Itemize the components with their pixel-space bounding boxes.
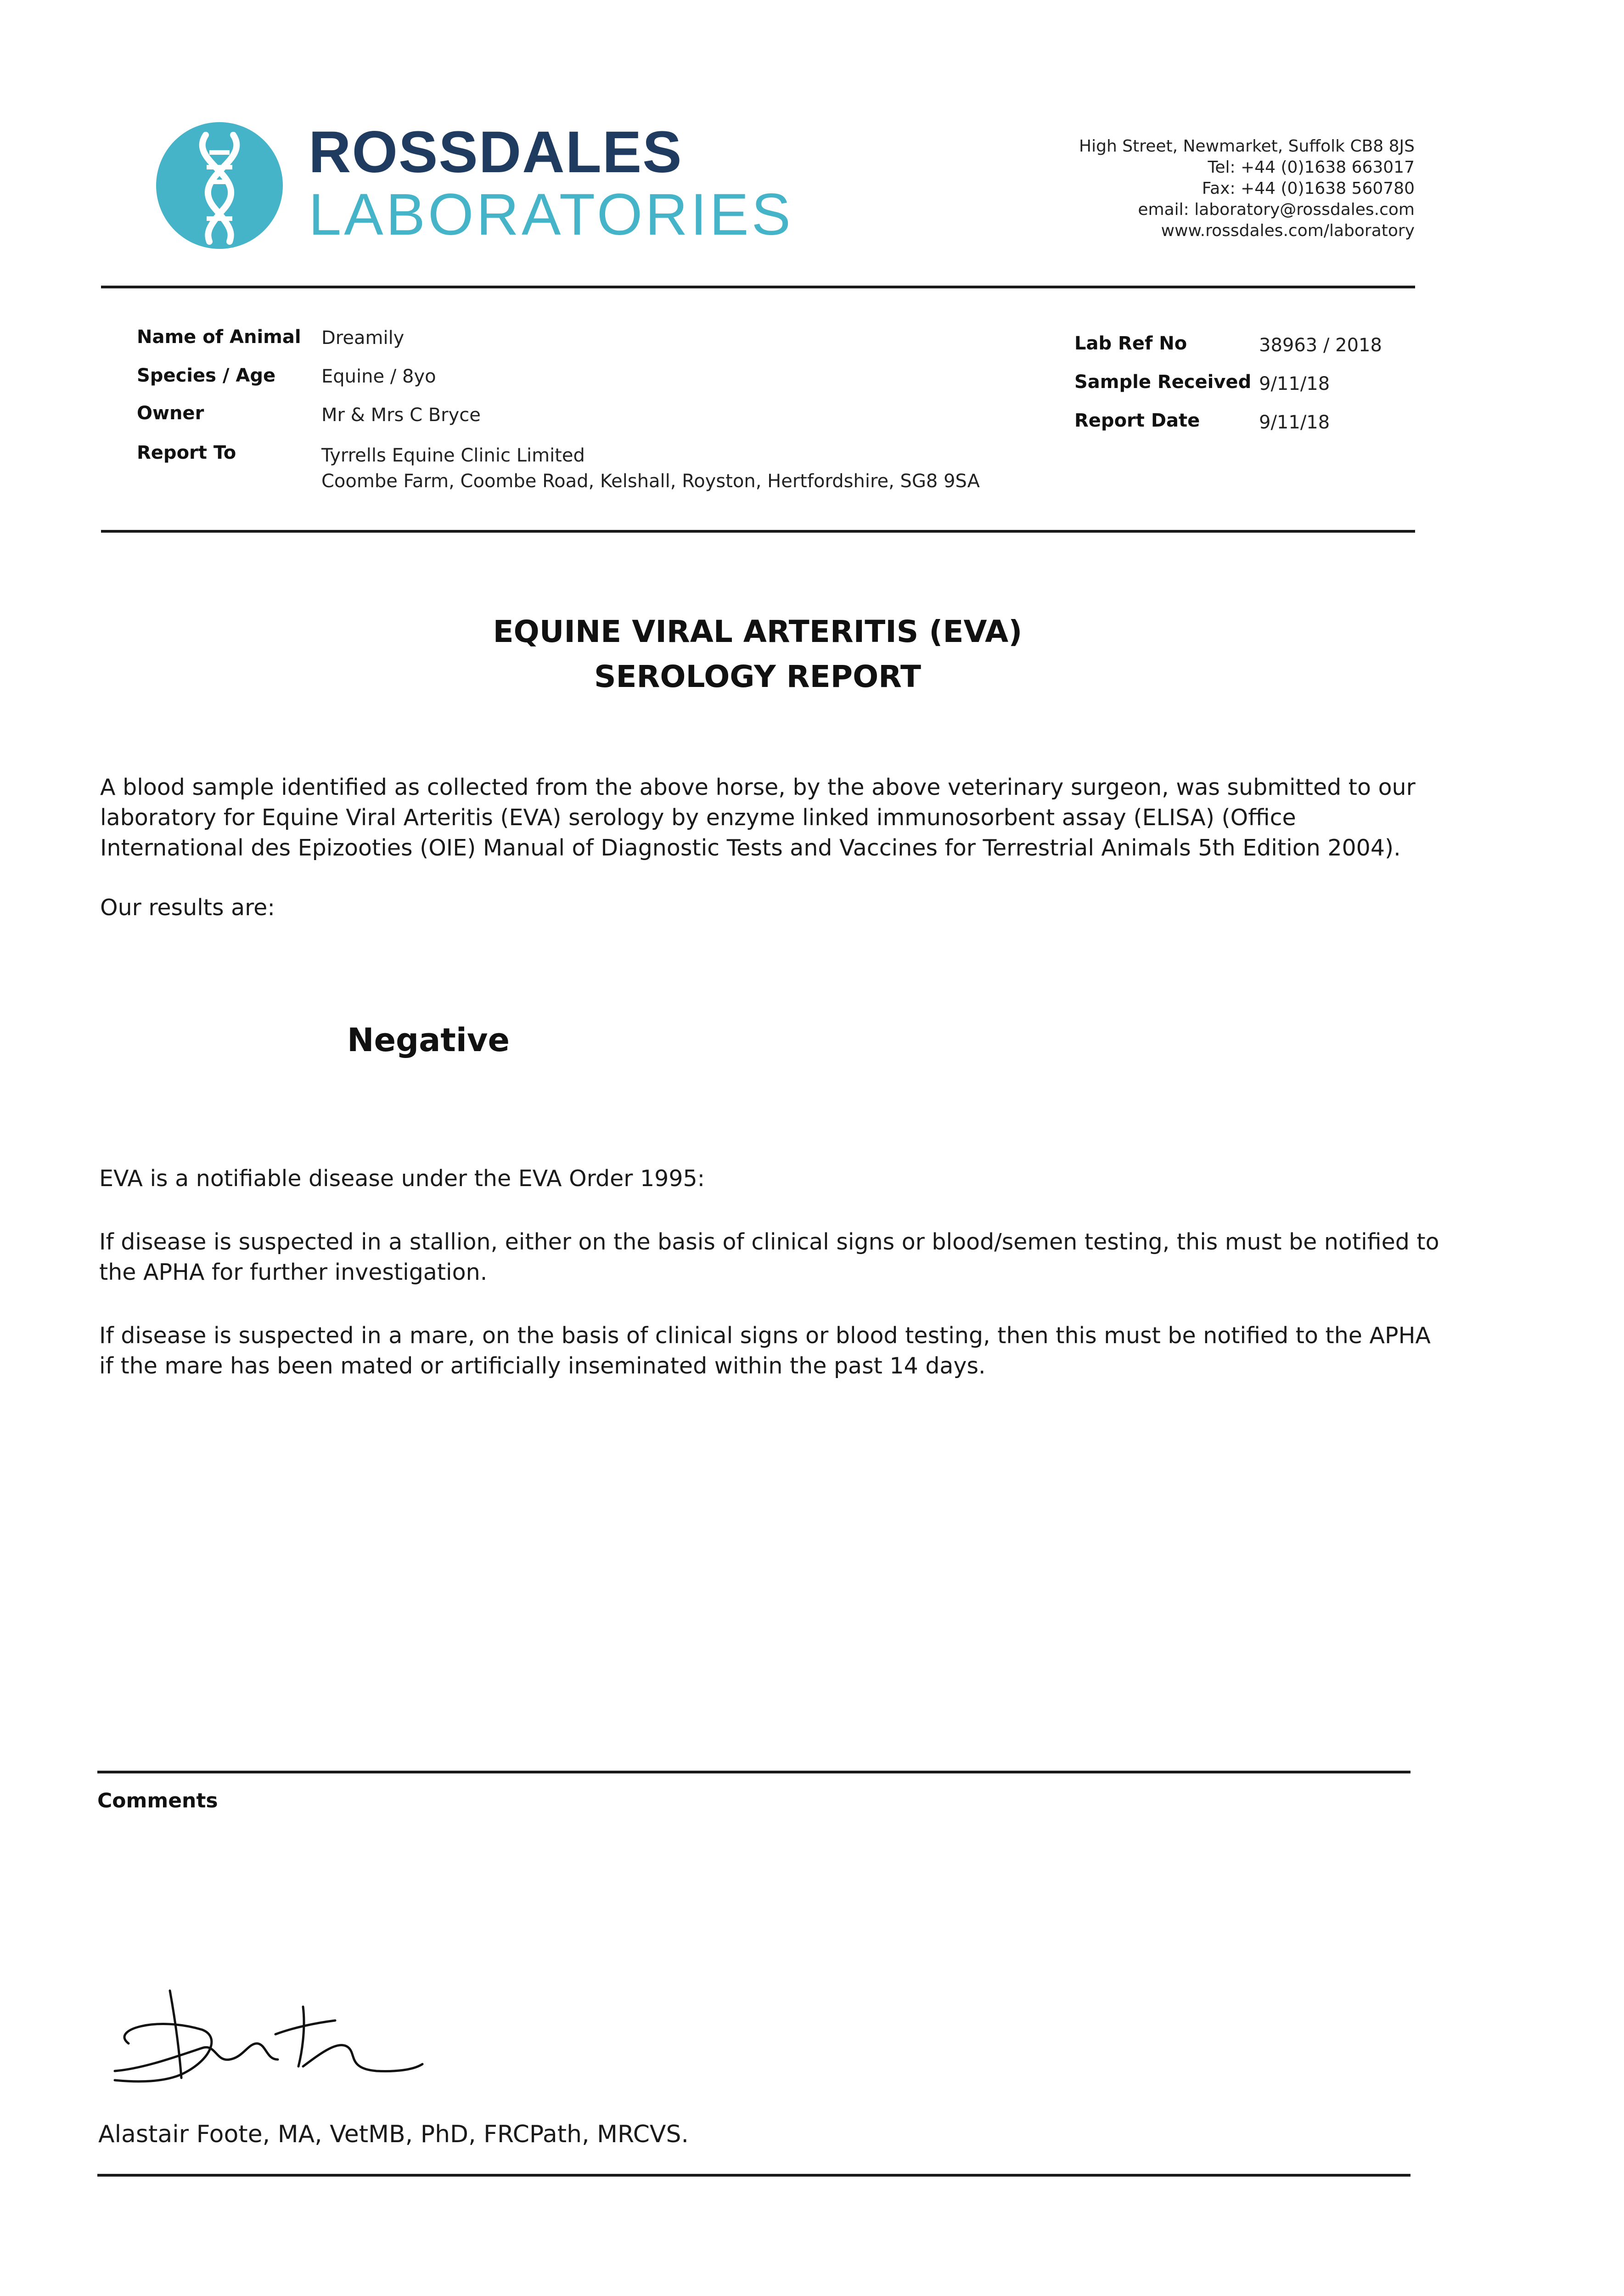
- brand-subname: LABORATORIES: [309, 182, 793, 248]
- report-to-address: Coombe Farm, Coombe Road, Kelshall, Royston, Hertfordshire, SG8 9SA: [321, 471, 980, 492]
- sample-received-label: Sample Received: [1074, 371, 1252, 393]
- mare-paragraph: [99, 1321, 1431, 1381]
- report-title-line2: SEROLOGY REPORT: [594, 659, 922, 694]
- species-age-value: Equine / 8yo: [321, 366, 436, 387]
- report-date-value: 9/11/18: [1259, 412, 1330, 433]
- lab-ref-value: 38963 / 2018: [1259, 335, 1382, 356]
- address-fax: Fax: +44 (0)1638 560780: [1202, 179, 1415, 198]
- report-to-label: Report To: [137, 442, 236, 463]
- owner-value: Mr & Mrs C Bryce: [321, 405, 481, 426]
- header-divider: [101, 286, 1415, 288]
- mare-line-2: if the mare has been mated or artificially inseminated within the past 14 days.: [99, 1353, 986, 1379]
- info-divider: [101, 530, 1415, 533]
- mare-line-1: If disease is suspected in a mare, on the basis of clinical signs or blood testing, then this must be notified to the APHA: [99, 1322, 1431, 1349]
- handwritten-signature: [101, 1979, 441, 2099]
- address-website: www.rossdales.com/laboratory: [1161, 221, 1415, 240]
- notifiable-statement: EVA is a notifiable disease under the EVA Order 1995:: [99, 1165, 705, 1192]
- comments-label: Comments: [97, 1789, 218, 1812]
- report-title-line1: EQUINE VIRAL ARTERITIS (EVA): [493, 614, 1023, 649]
- address-email: email: laboratory@rossdales.com: [1138, 200, 1415, 219]
- animal-name-value: Dreamily: [321, 327, 405, 349]
- results-intro: Our results are:: [100, 895, 275, 921]
- stallion-line-1: If disease is suspected in a stallion, either on the basis of clinical signs or blood/semen testing, this must be notified to: [99, 1229, 1439, 1255]
- report-date-label: Report Date: [1074, 410, 1200, 431]
- address-street: High Street, Newmarket, Suffolk CB8 8JS: [1079, 137, 1415, 156]
- intro-line-1: A blood sample identified as collected from the above horse, by the above veterinary surgeon, was submitted to our: [100, 774, 1416, 800]
- logo-dna-icon: [155, 121, 284, 250]
- address-tel: Tel: +44 (0)1638 663017: [1208, 158, 1415, 177]
- signatory-name: Alastair Foote, MA, VetMB, PhD, FRCPath, MRCVS.: [98, 2121, 689, 2148]
- report-to-clinic: Tyrrells Equine Clinic Limited: [321, 445, 585, 466]
- brand-name: ROSSDALES: [309, 119, 683, 185]
- species-age-label: Species / Age: [137, 365, 276, 386]
- intro-line-2: laboratory for Equine Viral Arteritis (EVA) serology by enzyme linked immunosorbent assay (ELISA) (Office: [100, 805, 1296, 831]
- footer-divider: [97, 2174, 1410, 2177]
- intro-paragraph: [100, 772, 1416, 863]
- owner-label: Owner: [137, 403, 204, 424]
- test-result: Negative: [347, 1021, 510, 1059]
- intro-line-3: International des Epizooties (OIE) Manual of Diagnostic Tests and Vaccines for Terrestrial Animals 5th Edition 2004).: [100, 835, 1401, 861]
- stallion-line-2: the APHA for further investigation.: [99, 1259, 488, 1285]
- lab-ref-label: Lab Ref No: [1074, 333, 1187, 354]
- animal-name-label: Name of Animal: [137, 326, 301, 348]
- lab-address: [1079, 136, 1415, 242]
- stallion-paragraph: [99, 1227, 1439, 1288]
- sample-received-value: 9/11/18: [1259, 373, 1330, 394]
- comments-divider: [97, 1771, 1410, 1773]
